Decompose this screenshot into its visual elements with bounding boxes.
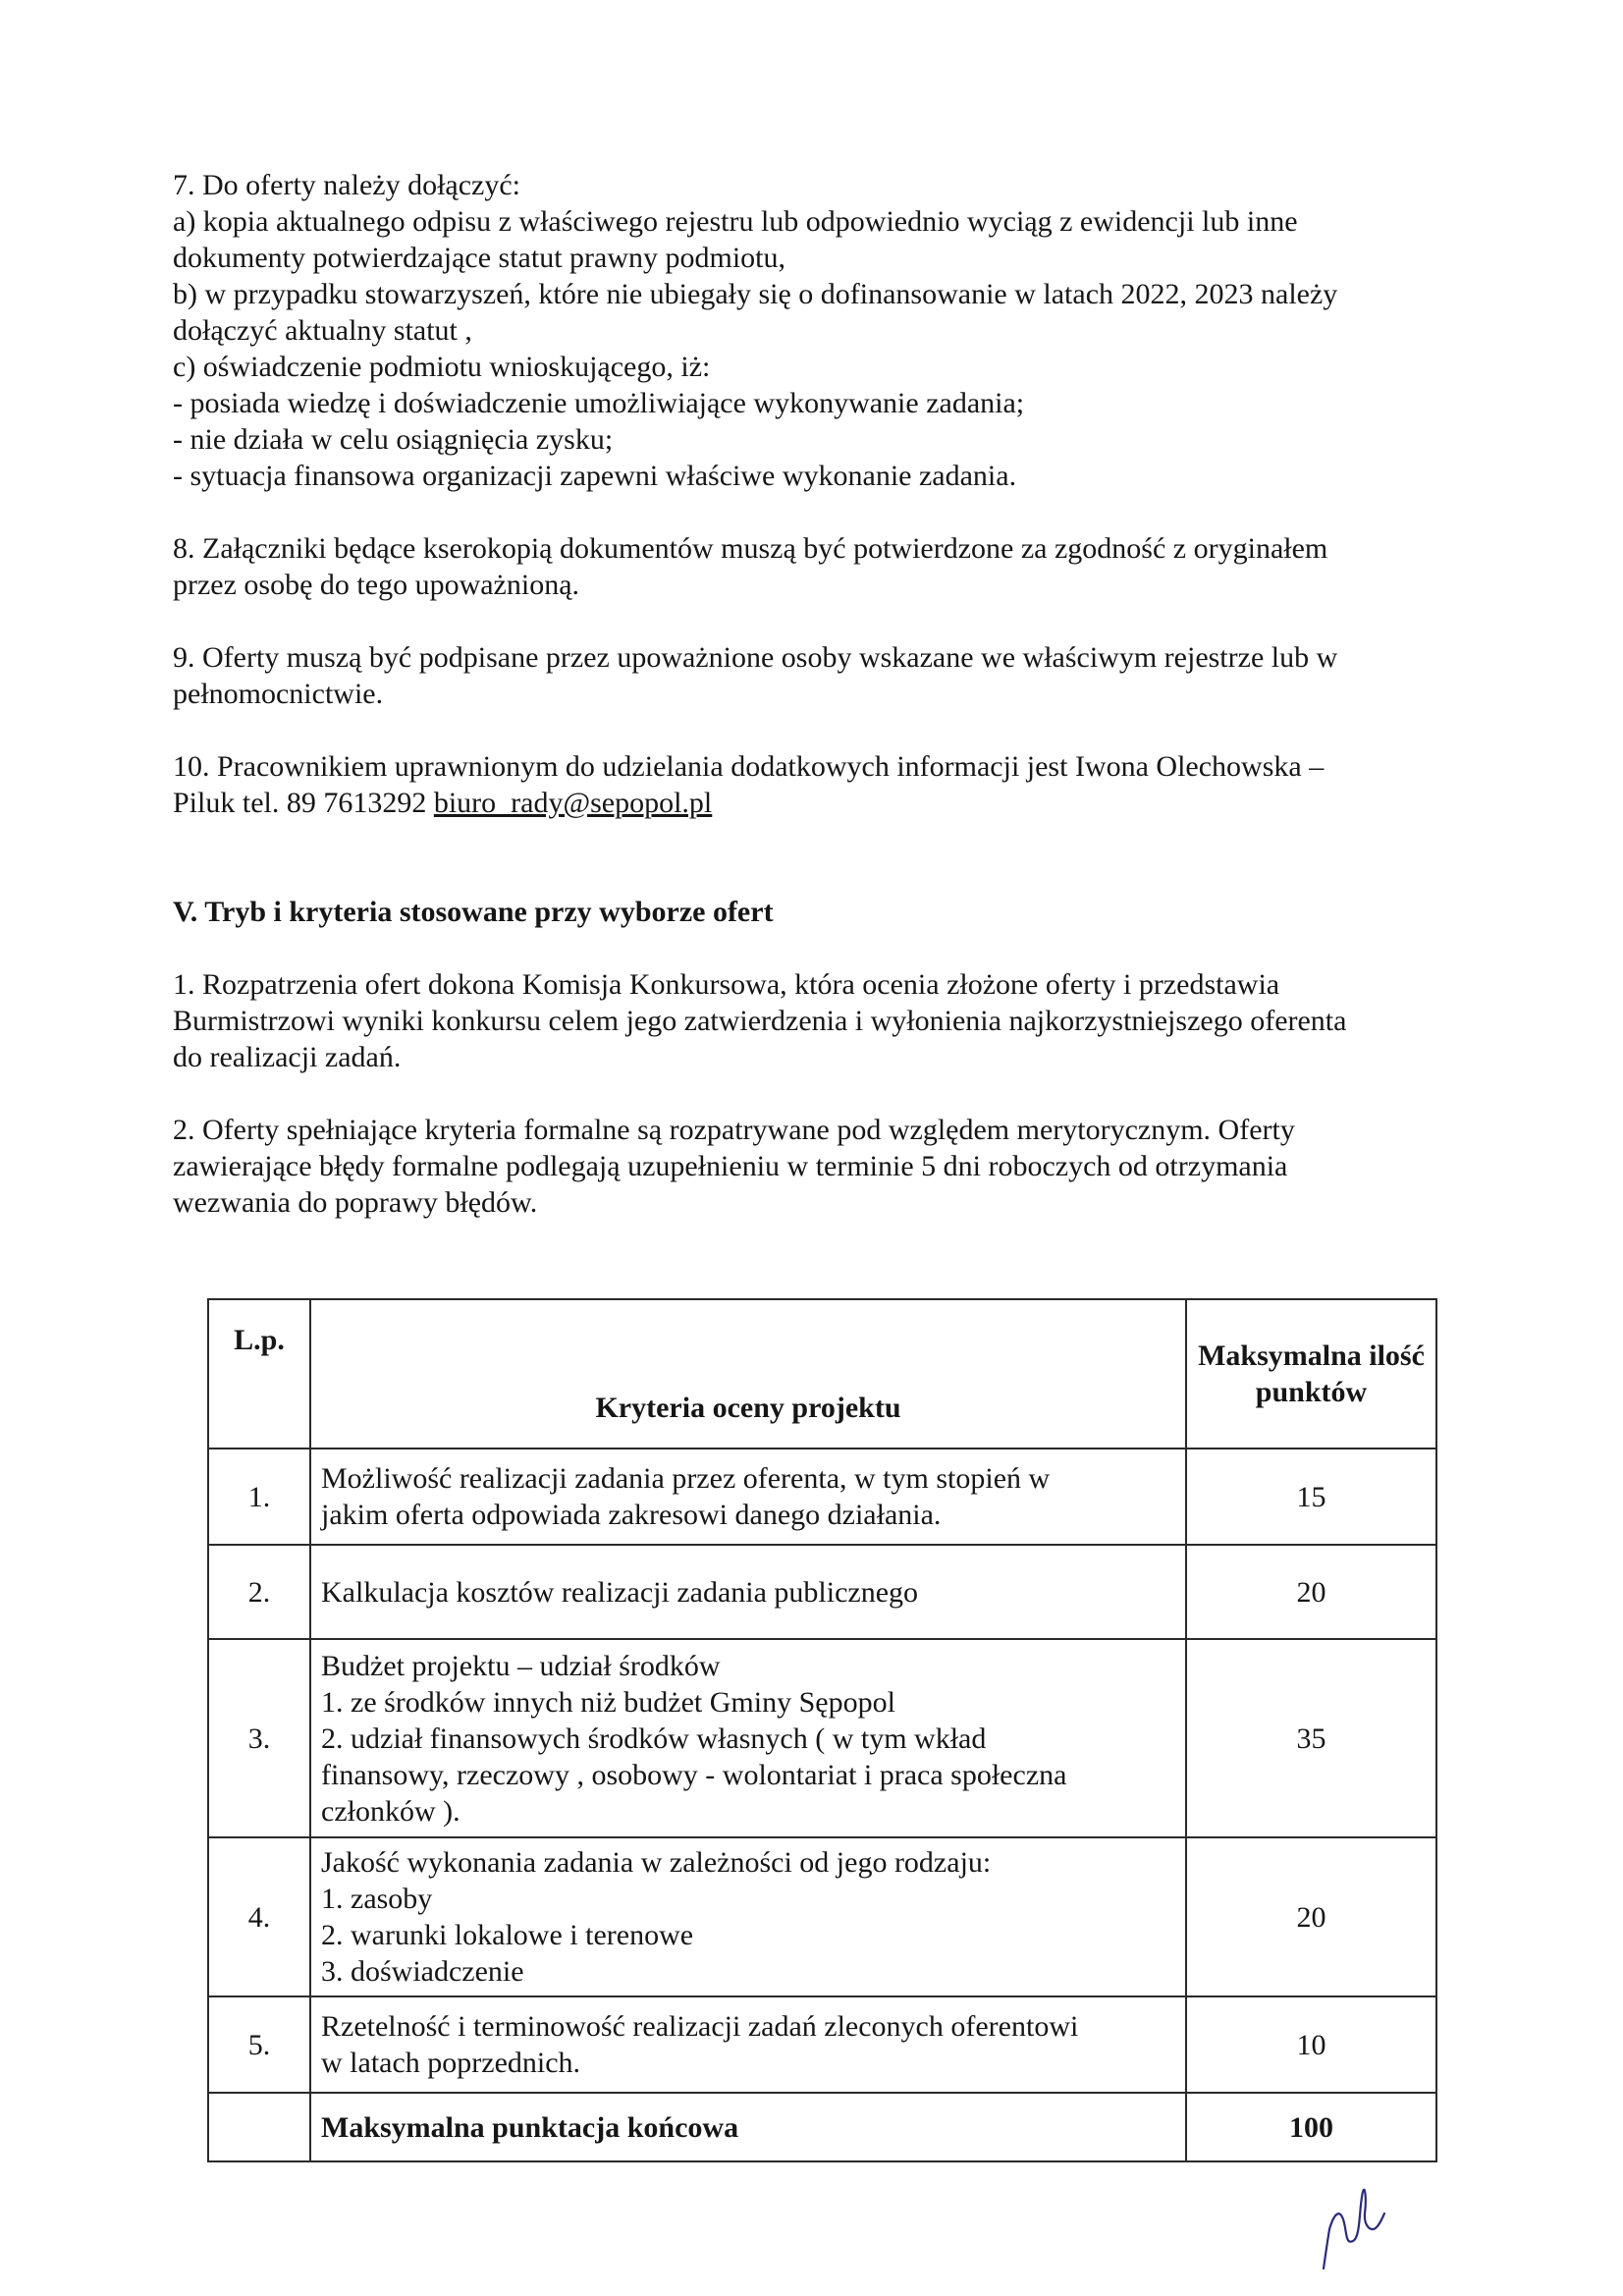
- paragraph-1-line: Burmistrzowi wyniki konkursu celem jego zatwierdzenia i wyłonienia najkorzystniejszego oferenta: [173, 1005, 1347, 1037]
- row-points: 15: [1186, 1449, 1436, 1545]
- total-lp-empty: [208, 2093, 310, 2161]
- row-points: 20: [1186, 1837, 1436, 1996]
- row-lp: 3.: [208, 1639, 310, 1837]
- table-row: [208, 1996, 1436, 2093]
- criteria-line: Możliwość realizacji zadania przez oferenta, w tym stopień w: [321, 1462, 1051, 1495]
- section-10: [173, 748, 1481, 821]
- table-row: [208, 1449, 1436, 1545]
- section-7-line: 7. Do oferty należy dołączyć:: [173, 169, 521, 201]
- section-7-line: a) kopia aktualnego odpisu z właściwego rejestru lub odpowiednio wyciąg z ewidencji lub inne: [173, 205, 1298, 238]
- total-label: Maksymalna punktacja końcowa: [310, 2093, 1186, 2161]
- criteria-line: członków ).: [321, 1794, 460, 1828]
- row-lp: 2.: [208, 1545, 310, 1639]
- row-points: 35: [1186, 1639, 1436, 1837]
- criteria-line: 1. zasoby: [321, 1883, 433, 1915]
- row-criteria: [310, 1639, 1186, 1837]
- paragraph-1: [173, 966, 1481, 1075]
- row-lp: 5.: [208, 1996, 310, 2093]
- section-7-line: dołączyć aktualny statut ,: [173, 314, 472, 347]
- section-7-line: b) w przypadku stowarzyszeń, które nie ubiegały się o dofinansowanie w latach 2022, 2023 należy: [173, 278, 1338, 310]
- paragraph-1-line: 1. Rozpatrzenia ofert dokona Komisja Konkursowa, która ocenia złożone oferty i przedstawia: [173, 968, 1280, 1001]
- handwritten-initials-signature: [1316, 2168, 1394, 2276]
- criteria-line: 2. warunki lokalowe i terenowe: [321, 1919, 694, 1951]
- section-8-line: 8. Załączniki będące kserokopią dokumentów muszą być potwierdzone za zgodność z oryginałem: [173, 532, 1328, 565]
- section-9-line: 9. Oferty muszą być podpisane przez upoważnione osoby wskazane we właściwym rejestrze lub w: [173, 641, 1338, 674]
- paragraph-1-line: do realizacji zadań.: [173, 1041, 402, 1073]
- section-8-line: przez osobę do tego upoważnioną.: [173, 569, 580, 601]
- section-7-line: c) oświadczenie podmiotu wnioskującego, iż:: [173, 351, 711, 383]
- table-header-row: [208, 1299, 1436, 1449]
- row-points: 10: [1186, 1996, 1436, 2093]
- section-7-line: - sytuacja finansowa organizacji zapewni właściwe wykonanie zadania.: [173, 460, 1017, 492]
- section-7-line: - posiada wiedzę i doświadczenie umożliwiające wykonywanie zadania;: [173, 387, 1025, 419]
- section-7-line: dokumenty potwierdzające statut prawny podmiotu,: [173, 242, 786, 274]
- total-points: 100: [1186, 2093, 1436, 2161]
- header-max-points-line: Maksymalna ilość: [1198, 1339, 1425, 1372]
- document-body: [173, 167, 1481, 1221]
- section-7: [173, 167, 1481, 494]
- email-link[interactable]: biuro_rady@sepopol.pl: [433, 787, 713, 819]
- header-lp: L.p.: [208, 1299, 310, 1449]
- criteria-line: Budżet projektu – udział środków: [321, 1649, 721, 1682]
- row-criteria: [310, 1996, 1186, 2093]
- criteria-line: 3. doświadczenie: [321, 1955, 524, 1988]
- section-7-line: - nie działa w celu osiągnięcia zysku;: [173, 423, 614, 456]
- row-criteria: [310, 1545, 1186, 1639]
- paragraph-2-line: zawierające błędy formalne podlegają uzupełnieniu w terminie 5 dni roboczych od otrzymania: [173, 1150, 1288, 1182]
- criteria-line: jakim oferta odpowiada zakresowi danego działania.: [321, 1499, 942, 1531]
- paragraph-2: [173, 1112, 1481, 1221]
- header-max-points-line: punktów: [1255, 1376, 1368, 1408]
- row-criteria: [310, 1449, 1186, 1545]
- criteria-line: Jakość wykonania zadania w zależności od jego rodzaju:: [321, 1846, 992, 1879]
- table-row: [208, 1545, 1436, 1639]
- section-8: [173, 530, 1481, 603]
- contact-text: Piluk tel. 89 7613292: [173, 787, 434, 819]
- header-criteria: Kryteria oceny projektu: [310, 1299, 1186, 1449]
- paragraph-2-line: wezwania do poprawy błędów.: [173, 1186, 538, 1219]
- criteria-line: 2. udział finansowych środków własnych ( w tym wkład: [321, 1722, 987, 1755]
- section-10-line: [173, 785, 1481, 821]
- row-points: 20: [1186, 1545, 1436, 1639]
- table-row: [208, 1837, 1436, 1996]
- section-v-heading: V. Tryb i kryteria stosowane przy wyborze ofert: [173, 896, 774, 928]
- table-total-row: [208, 2093, 1436, 2161]
- criteria-line: finansowy, rzeczowy , osobowy - wolontariat i praca społeczna: [321, 1758, 1067, 1791]
- criteria-line: w latach poprzednich.: [321, 2047, 581, 2079]
- section-9-line: pełnomocnictwie.: [173, 678, 384, 710]
- criteria-line: Rzetelność i terminowość realizacji zadań zleconych oferentowi: [321, 2010, 1079, 2043]
- section-9: [173, 639, 1481, 712]
- table-row: [208, 1639, 1436, 1837]
- section-10-line: 10. Pracownikiem uprawnionym do udzielania dodatkowych informacji jest Iwona Olechowska –: [173, 750, 1325, 783]
- row-lp: 1.: [208, 1449, 310, 1545]
- header-max-points: [1186, 1299, 1436, 1449]
- row-criteria: [310, 1837, 1186, 1996]
- criteria-table: [207, 1298, 1437, 2162]
- criteria-line: Kalkulacja kosztów realizacji zadania publicznego: [321, 1575, 919, 1609]
- row-lp: 4.: [208, 1837, 310, 1996]
- criteria-line: 1. ze środków innych niż budżet Gminy Sępopol: [321, 1685, 895, 1719]
- paragraph-2-line: 2. Oferty spełniające kryteria formalne są rozpatrywane pod względem merytorycznym. Oferty: [173, 1114, 1295, 1146]
